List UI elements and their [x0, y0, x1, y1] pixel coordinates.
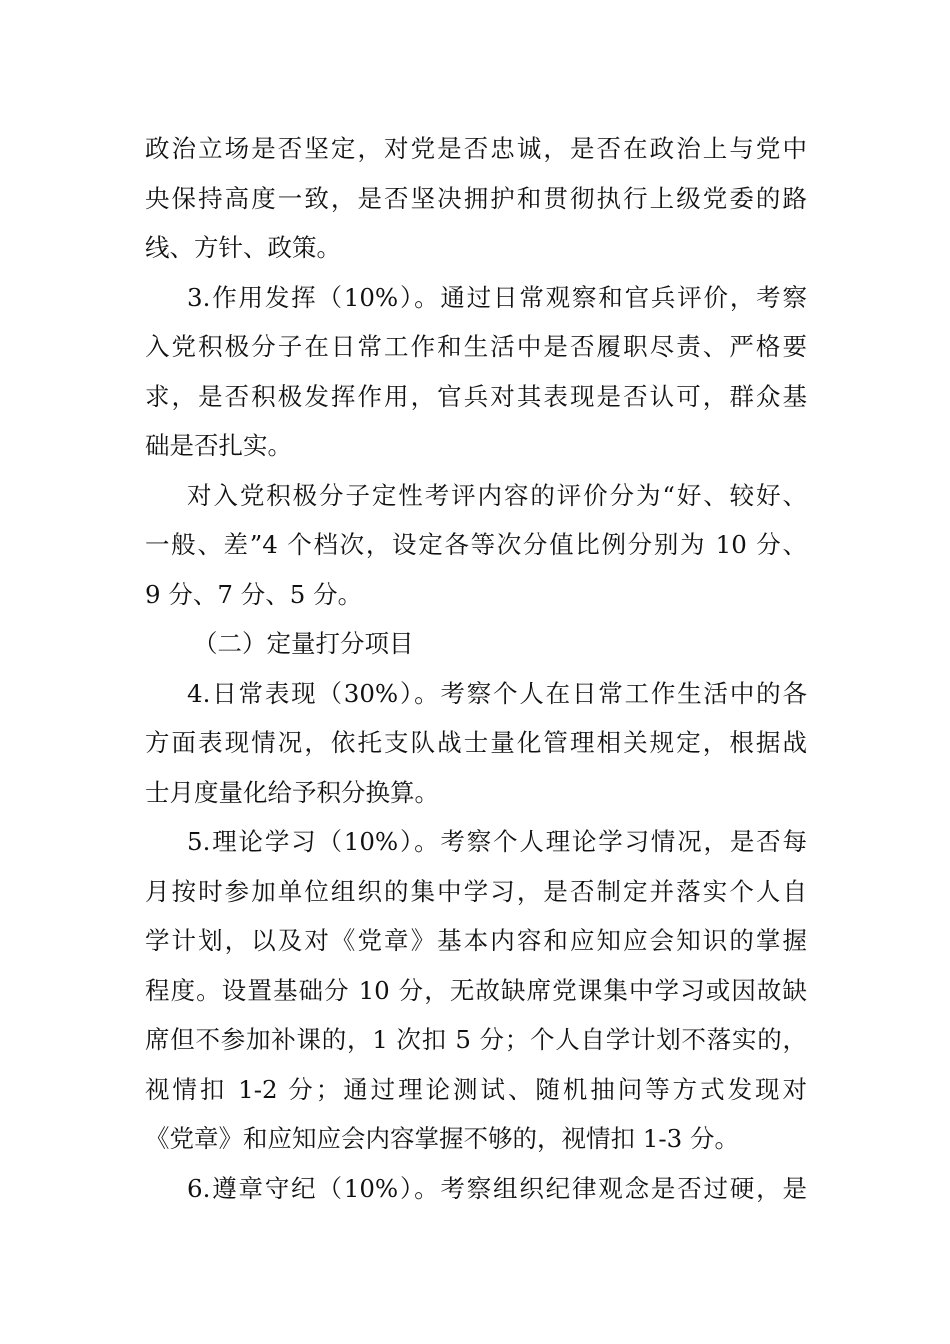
text-line: 士月度量化给予积分换算。 [145, 777, 439, 807]
text-line: 学计划，以及对《党章》基本内容和应知应会知识的掌握 [145, 926, 807, 955]
text-line: 视情扣 1-2 分；通过理论测试、随机抽问等方式发现对 [145, 1074, 807, 1104]
text-line: 央保持高度一致，是否坚决拥护和贯彻执行上级党委的路 [145, 183, 807, 213]
text-line: 5.理论学习（10%）。考察个人理论学习情况，是否每 [187, 827, 807, 856]
text-line: 6.遵章守纪（10%）。考察组织纪律观念是否过硬，是 [187, 1173, 807, 1203]
document-body [145, 124, 807, 1213]
text-line: 《党章》和应知应会内容掌握不够的，视情扣 1-3 分。 [145, 1124, 740, 1153]
section-heading-quantitative [145, 619, 807, 669]
paragraph-grading-levels [145, 471, 807, 620]
paragraph-role-performance [145, 273, 807, 471]
text-line: 政治立场是否坚定，对党是否忠诚，是否在政治上与党中 [145, 134, 807, 163]
text-line: 线、方针、政策。 [145, 233, 341, 262]
text-line: 入党积极分子在日常工作和生活中是否履职尽责、严格要 [145, 332, 807, 361]
paragraph-discipline [145, 1164, 807, 1214]
text-line: 对入党积极分子定性考评内容的评价分为“好、较好、 [187, 480, 807, 510]
text-line: 9 分、7 分、5 分。 [145, 579, 363, 609]
text-line: 一般、差”4 个档次，设定各等次分值比例分别为 10 分、 [145, 530, 807, 559]
section-heading: （二）定量打分项目 [193, 629, 414, 658]
paragraph-daily-performance [145, 669, 807, 818]
text-line: 求，是否积极发挥作用，官兵对其表现是否认可，群众基 [145, 381, 807, 411]
text-line: 3.作用发挥（10%）。通过日常观察和官兵评价，考察 [187, 282, 807, 312]
paragraph-theory-study [145, 817, 807, 1164]
text-line: 础是否扎实。 [145, 431, 292, 460]
text-line: 月按时参加单位组织的集中学习，是否制定并落实个人自 [145, 876, 807, 906]
text-line: 方面表现情况，依托支队战士量化管理相关规定，根据战 [145, 728, 807, 757]
text-line: 席但不参加补课的，1 次扣 5 分；个人自学计划不落实的， [145, 1025, 807, 1054]
text-line: 程度。设置基础分 10 分，无故缺席党课集中学习或因故缺 [145, 975, 807, 1005]
paragraph-political-stance [145, 124, 807, 273]
text-line: 4.日常表现（30%）。考察个人在日常工作生活中的各 [187, 678, 807, 708]
